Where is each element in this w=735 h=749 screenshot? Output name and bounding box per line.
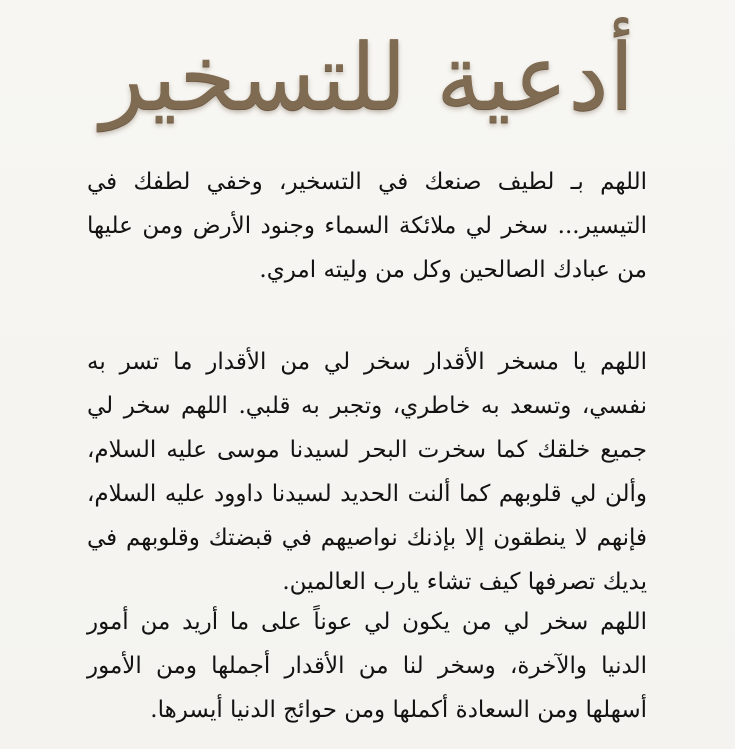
page-title: أدعية للتسخير (100, 24, 635, 131)
prayer-paragraph-2: اللهم يا مسخر الأقدار سخر لي من الأقدار ما تسر به نفسي، وتسعد به خاطري، وتجبر به قلبي. اللهم سخر لي جميع خلقك كما سخرت البحر لسيدنا موسى عليه السلام، وألن لي قلوبهم كما ألنت الحديد لسيدنا داوود عليه السلام، فإنهم لا ينطقون إلا بإذنك نواصيهم في قبضتك وقلوبهم في يديك تصرفها كيف تشاء يارب العالمين. (87, 349, 647, 595)
prayer-paragraph-1: اللهم بـ لطيف صنعك في التسخير، وخفي لطفك في التيسير... سخر لي ملائكة السماء وجنود الأرض ومن عليها من عبادك الصالحين وكل من وليته امري. (87, 169, 647, 283)
prayer-paragraph-3: اللهم سخر لي من يكون لي عوناً على ما أريد من أمور الدنيا والآخرة، وسخر لنا من الأقدار أجملها ومن الأمور أسهلها ومن السعادة أكملها ومن حوائج الدنيا أيسرها. (87, 609, 647, 723)
